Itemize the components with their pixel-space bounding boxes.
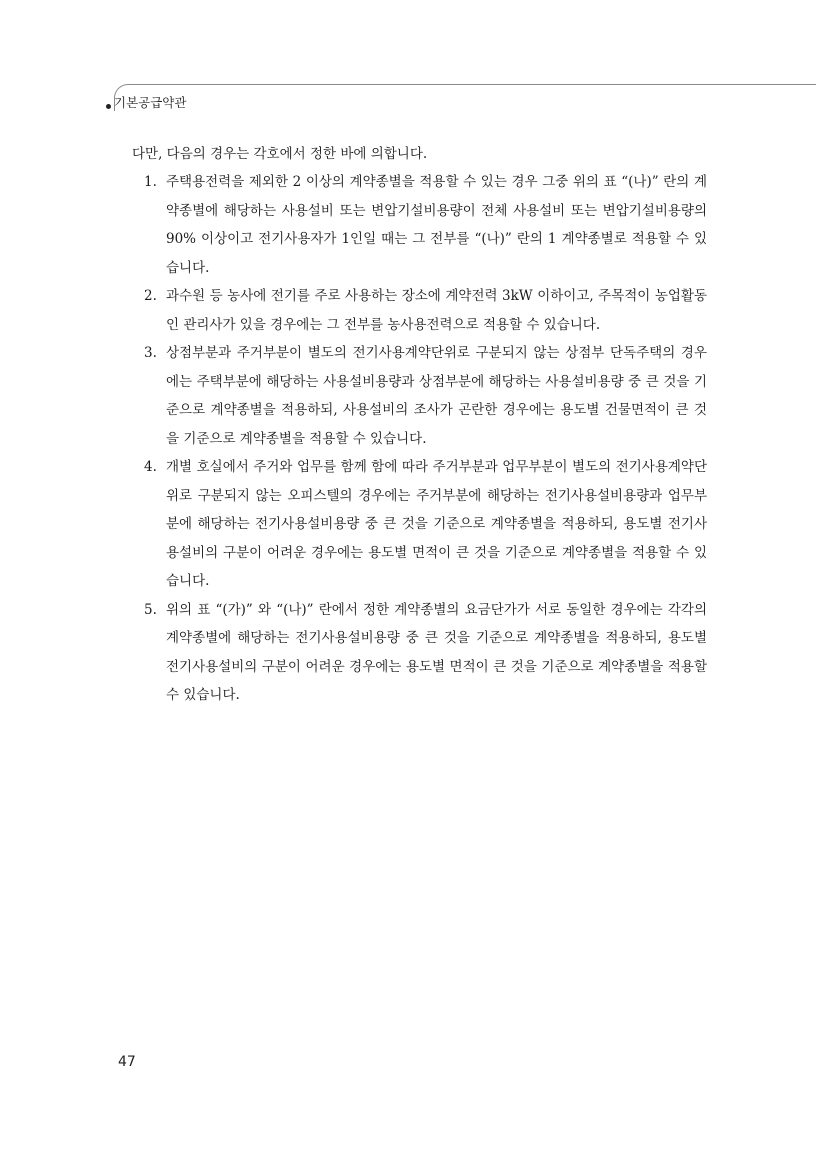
clause-item	[132, 282, 707, 339]
document-body	[132, 140, 707, 710]
header-bullet-icon	[106, 104, 111, 109]
clause-number: 5.	[144, 601, 157, 618]
clause-number: 2.	[144, 288, 157, 304]
clause-list	[132, 168, 707, 710]
clause-text: 위의 표 “(가)” 와 “(나)” 란에서 정한 계약종별의 요금단가가 서로 동일한 경우에는 각각의 계약종별에 해당하는 전기사용설비용량 중 큰 것을 기준으로 계약종별을 적용하되, 용도별 전기사용설비의 구분이 어려운 경우에는 용도별 면적이 큰 것을 기준으로 계약종별을 적용할 수 있습니다.	[166, 601, 707, 703]
clause-text: 주택용전력을 제외한 2 이상의 계약종별을 적용할 수 있는 경우 그중 위의 표 “(나)” 란의 계약종별에 해당하는 사용설비 또는 변압기설비용량이 전체 사용설비 또는 변압기설비용량의 90% 이상이고 전기사용자가 1인일 때는 그 전부를 “(나)” 란의 1 계약종별로 적용할 수 있습니다.	[166, 174, 707, 276]
clause-text: 상점부분과 주거부분이 별도의 전기사용계약단위로 구분되지 않는 상점부 단독주택의 경우에는 주택부분에 해당하는 사용설비용량과 상점부분에 해당하는 사용설비용량 중 큰 것을 기준으로 계약종별을 적용하되, 사용설비의 조사가 곤란한 경우에는 용도별 건물면적이 큰 것을 기준으로 계약종별을 적용할 수 있습니다.	[166, 345, 707, 447]
page-number: 47	[118, 1054, 136, 1070]
clause-item	[132, 339, 707, 453]
clause-item	[132, 453, 707, 596]
clause-number: 1.	[144, 174, 157, 190]
header-title: 기본공급약관	[114, 95, 187, 110]
intro-paragraph: 다만, 다음의 경우는 각호에서 정한 바에 의합니다.	[132, 146, 428, 162]
clause-item	[132, 168, 707, 282]
page-header	[104, 84, 816, 114]
clause-text: 개별 호실에서 주거와 업무를 함께 함에 따라 주거부분과 업무부분이 별도의 전기사용계약단위로 구분되지 않는 오피스텔의 경우에는 주거부분에 해당하는 전기사용설비용량과 업무부분에 해당하는 전기사용설비용량 중 큰 것을 기준으로 계약종별을 적용하되, 용도별 전기사용설비의 구분이 어려운 경우에는 용도별 면적이 큰 것을 기준으로 계약종별을 적용할 수 있습니다.	[166, 459, 707, 589]
header-rule	[114, 84, 816, 111]
clause-number: 4.	[144, 459, 157, 475]
clause-text: 과수원 등 농사에 전기를 주로 사용하는 장소에 계약전력 3kW 이하이고, 주목적이 농업활동인 관리사가 있을 경우에는 그 전부를 농사용전력으로 적용할 수 있습니다.	[166, 288, 707, 333]
clause-number: 3.	[144, 345, 157, 361]
clause-item	[132, 596, 707, 710]
